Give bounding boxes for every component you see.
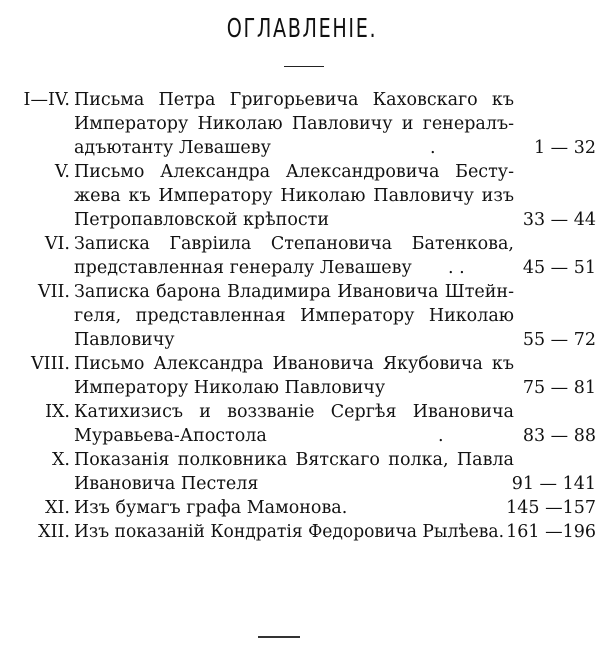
entry-number: I—IV.	[23, 90, 70, 110]
toc-line	[0, 448, 604, 472]
entry-text-line: Показанiя полковника Вятскаго полка, Павла	[74, 450, 514, 470]
entry-text-line: Записка барона Владимира Ивановича Штейн-	[74, 282, 514, 302]
entry-text-line: жева къ Императору Николаю Павловичу изъ	[74, 186, 514, 206]
toc-line	[0, 472, 604, 496]
page-range: 83 — 88	[522, 426, 596, 446]
entry-number: VI.	[44, 234, 70, 254]
bottom-ornament	[258, 636, 300, 638]
toc-line	[0, 208, 604, 232]
page-range: 91 — 141	[511, 474, 596, 494]
toc-line	[0, 184, 604, 208]
toc-line	[0, 256, 604, 280]
toc-line	[0, 112, 604, 136]
toc-line	[0, 424, 604, 448]
toc-entry	[0, 400, 604, 448]
toc-line	[0, 88, 604, 112]
table-of-contents	[0, 88, 604, 544]
toc-entry	[0, 160, 604, 232]
page-range: 161 —196	[506, 522, 596, 542]
leader-dots: .	[438, 426, 444, 446]
toc-entry	[0, 280, 604, 352]
toc-line	[0, 352, 604, 376]
toc-entry	[0, 448, 604, 496]
page-title: ОГЛАВЛЕНІЕ.	[226, 14, 378, 44]
entry-text-line: Катихизисъ и воззванiе Сергѣя Ивановича	[74, 402, 514, 422]
entry-number: XII.	[38, 522, 70, 542]
page-range: 145 —157	[506, 498, 596, 518]
toc-entry	[0, 496, 604, 520]
toc-line	[0, 280, 604, 304]
toc-line	[0, 160, 604, 184]
toc-line	[0, 520, 604, 544]
entry-text-line: Записка Гаврiила Степановича Батенкова,	[74, 234, 514, 254]
entry-text-line: Императору Николаю Павловичу и генералъ-	[74, 114, 514, 134]
page-range: 75 — 81	[522, 378, 596, 398]
entry-text-line: геля, представленная Императору Николаю	[74, 306, 514, 326]
entry-text-line: Императору Николаю Павловичу	[74, 378, 386, 398]
entry-text-line: Муравьева-Апостола	[74, 426, 267, 446]
toc-line	[0, 304, 604, 328]
page-range: 33 — 44	[522, 210, 596, 230]
entry-text-line: Ивановича Пестеля	[74, 474, 259, 494]
title-divider	[284, 66, 324, 67]
entry-text-line: представленная генералу Левашеву	[74, 258, 412, 278]
toc-line	[0, 496, 604, 520]
entry-number: IX.	[45, 402, 70, 422]
entry-number: VIII.	[31, 354, 70, 374]
entry-number: VII.	[37, 282, 70, 302]
toc-entry	[0, 352, 604, 400]
page-range: 45 — 51	[522, 258, 596, 278]
entry-text-line: Павловичу	[74, 330, 175, 350]
toc-entry	[0, 88, 604, 160]
toc-line	[0, 328, 604, 352]
entry-number: V.	[54, 162, 70, 182]
toc-entry	[0, 520, 604, 544]
entry-text-line: Изъ бумагъ графа Мамонова.	[74, 498, 348, 518]
entry-text-line: Письмо Александра Ивановича Якубовича къ	[74, 354, 514, 374]
toc-line	[0, 376, 604, 400]
page-range: 1 — 32	[533, 138, 596, 158]
entry-number: XI.	[45, 498, 70, 518]
toc-line	[0, 232, 604, 256]
entry-text-line: Изъ показанiй Кондратiя Федоровича Рылѣева.	[74, 522, 505, 542]
page-range: 55 — 72	[522, 330, 596, 350]
entry-text-line: Письмо Александра Александровича Бесту-	[74, 162, 514, 182]
leader-dots: . .	[448, 258, 465, 278]
leader-dots: .	[430, 138, 436, 158]
entry-text-line: Петропавловской крѣпости	[74, 210, 330, 230]
toc-line	[0, 400, 604, 424]
entry-text-line: адъютанту Левашеву	[74, 138, 271, 158]
toc-line	[0, 136, 604, 160]
entry-text-line: Письма Петра Григорьевича Каховскагo къ	[74, 90, 514, 110]
toc-entry	[0, 232, 604, 280]
entry-number: X.	[51, 450, 70, 470]
